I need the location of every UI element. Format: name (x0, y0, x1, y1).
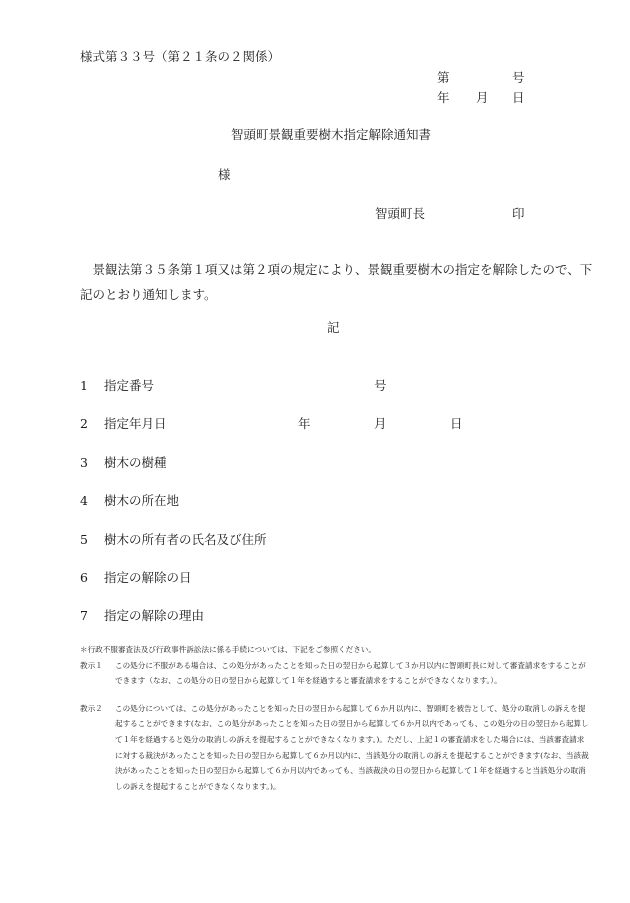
item-label: 指定番号 (104, 378, 155, 393)
item-2-month: 月 (374, 416, 387, 431)
item-tree-species (80, 453, 167, 471)
item-number: 5 (80, 532, 88, 547)
item-label: 樹木の所在地 (104, 493, 180, 508)
item-number: 1 (80, 378, 88, 393)
item-number: 7 (80, 608, 88, 623)
appeal-notes (80, 642, 590, 794)
note-1-label: 教示１ (80, 660, 103, 670)
item-number: 6 (80, 570, 88, 585)
note-2 (80, 701, 590, 795)
item-designation-number (80, 376, 154, 394)
note-1-text: この処分に不服がある場合は、この処分があったことを知った日の翌日から起算して３か月以内に智頭町長に対して審査請求をすることができます（なお、この処分の日の翌日から起算して１年を経過すると審査請求をすることができなくなります。）。 (115, 660, 586, 686)
notes-header: ＊行政不服審査法及び行政事件訴訟法に係る手続については、下記をご参照ください。 (80, 645, 376, 654)
form-number: 様式第３３号（第２１条の２関係） (80, 49, 281, 64)
item-2-year: 年 (298, 416, 311, 431)
issuer-seal: 印 (512, 206, 525, 221)
item-tree-location (80, 491, 179, 509)
item-cancellation-date (80, 568, 192, 586)
date-month: 月 (476, 90, 489, 105)
item-label: 樹木の樹種 (104, 455, 167, 470)
item-number: 4 (80, 493, 88, 508)
item-2-day: 日 (450, 416, 463, 431)
item-1-suffix: 号 (374, 378, 387, 393)
ki-heading: 記 (327, 320, 340, 335)
ref-dai: 第 (437, 70, 450, 85)
note-1 (80, 658, 590, 689)
item-number: 3 (80, 455, 88, 470)
addressee-suffix: 様 (218, 167, 231, 182)
document-title: 智頭町景観重要樹木指定解除通知書 (231, 127, 432, 142)
item-label: 指定年月日 (104, 416, 167, 431)
ref-go: 号 (512, 70, 525, 85)
note-2-text: この処分については、この処分があったことを知った日の翌日から起算して６か月以内に、智頭町を被告として、処分の取消しの訴えを提起することができます(なお、この処分があったことを知った日の翌日から起算して６か月以内であっても、この処分の日の翌日から起算して１年を経過すると処分の取消しの訴えを提起することができなくなります。)。ただし、上記１の審査請求をした場合には、当該審査請求に対する裁決があったことを知った日の翌日から起算して６か月以内に、当該処分の取消しの訴えを提起することができます(なお、当該裁決があったことを知った日の翌日から起算して６か月以内であっても、当該裁決の日の翌日から起算して１年を経過すると当該処分の取消しの訴えを提起することができなくなります。)。 (115, 703, 589, 791)
date-day: 日 (512, 90, 525, 105)
item-label: 指定の解除の理由 (104, 608, 205, 623)
item-owner-name-address (80, 530, 267, 548)
body-paragraph: 景観法第３５条第１項又は第２項の規定により、景観重要樹木の指定を解除したので、下記のとおり通知します。 (80, 262, 593, 302)
item-designation-date (80, 414, 167, 432)
date-year: 年 (437, 90, 450, 105)
item-number: 2 (80, 416, 88, 431)
item-label: 指定の解除の日 (104, 570, 192, 585)
note-2-label: 教示２ (80, 703, 103, 713)
issuer-name: 智頭町長 (375, 206, 426, 221)
item-label: 樹木の所有者の氏名及び住所 (104, 532, 267, 547)
item-cancellation-reason (80, 606, 204, 624)
